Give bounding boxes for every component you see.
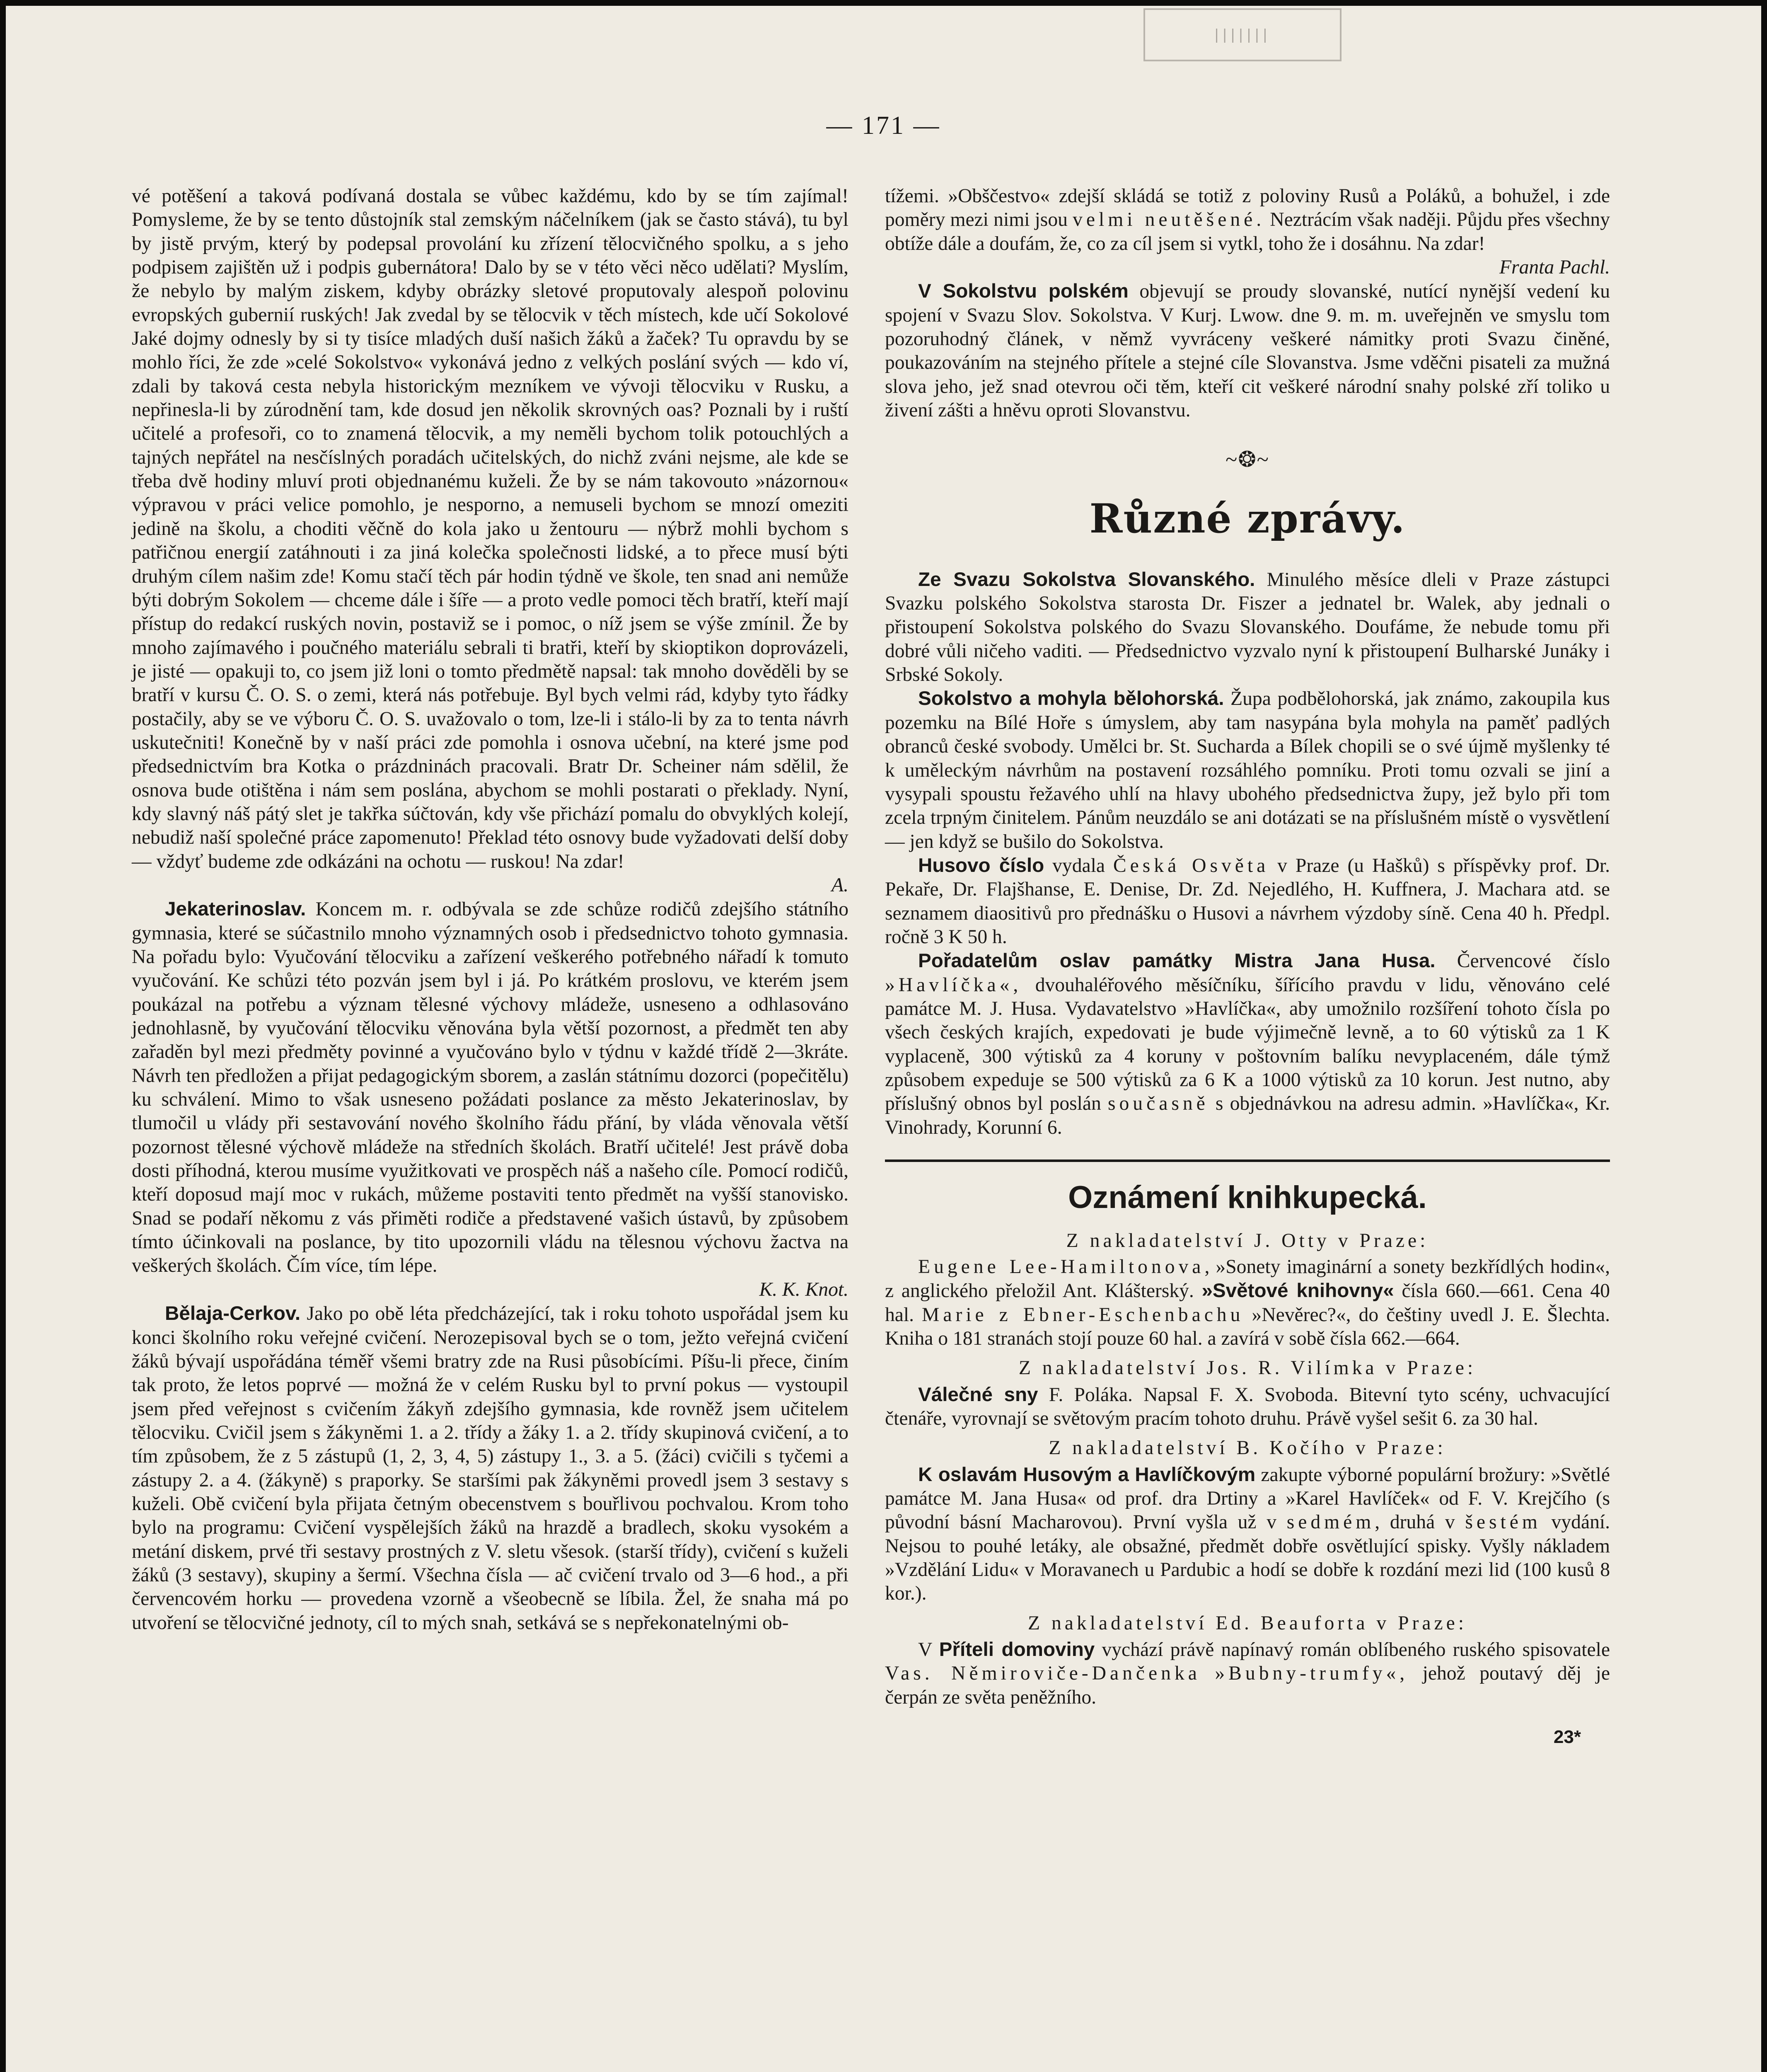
left-column: [132, 184, 848, 1635]
article-signature: A.: [832, 874, 848, 896]
report-belaja-cerkov: [132, 1302, 848, 1635]
publisher-item: K oslavám Husovým a Havlíčkovým zakupte výborné populární brožury: »Světlé památce M. Jana Husa« od prof. dra Drtiny a »Karel Havlíček« od F. V. Krejčího (s původní básní Macharovou). První vyšla už v sedmém, druhá v šestém vydání. Nejsou to pouhé letáky, ale obsažné, předmět dobře osvětlující spisky. Vyšly nákladem »Vzdělání Lidu« v Moravanech u Pardubic a hodí se dobře k rozdání mezi lid (100 kusů 8 kor.).: [885, 1463, 1610, 1605]
report-body: Koncem m. r. odbývala se zde schůze rodičů zdejšího státního gymnasia, které se súčastnilo mnoho významných osob i předsednictvo tohoto gymnasia. Na pořadu bylo: Vyučování tělocviku a zařízení veškerého potřebného nářadí k tomuto vyučování. Ke schůzi této pozván jsem byl i já. Po krátkém proslovu, ve kterém jsem poukázal na potřebu a význam tělesné výchovy mládeže, usneseno a odhlasováno jednohlasně, by vyučování tělocviku věnována byla větší pozornost, a předmět ten aby zařaděn byl mezi předměty povinné a vyučováno bylo v týdnu v každé třídě 2—3kráte. Návrh ten předložen a přijat pedagogickým sborem, a zaslán státnímu dozorci (popečitělu) ku schválení. Mimo to však usneseno požádati poslance za město Jekaterinoslav, by tlumočil u vlády při sestavování nového školního řádu přání, by vláda věnovala větší pozornost tělesné výchově mládeže na středních školách. Bratří učitelé! Jest právě doba dosti příhodná, kterou musíme využitkovati ve prospěch náš a našeho cíle. Pomocí rodičů, kteří doposud mají moc v rukách, můžeme postaviti tento předmět na vyšší stanovisko. Snad se podaří někomu z vás přiměti rodiče a představené vašich ústavů, by způsobem tímto účinkovali na poslance, by tito upozornili vládu na tělesnou výchovu žactva na veškerých školách. Čím více, tím lépe.: [132, 898, 848, 1277]
news-item: Husovo číslo vydala Česká Osvěta v Praze (u Hašků) s příspěvky prof. Dr. Pekaře, Dr. Flajšhanse, E. Denise, Dr. Zd. Nejedlého, H. Kuffnera, J. Machara atd. se seznamem diaositivů pro přednášku o Husovi a návrhem výzdoby síně. Cena 40 h. Předpl. ročně 3 K 50 h.: [885, 854, 1610, 948]
news-heading: Sokolstvo a mohyla bělohorská.: [918, 687, 1224, 710]
article-continuation: tížemi. »Obščestvo« zdejší skládá se totiž z poloviny Rusů a Poláků, a bohužel, i zde poměry mezi nimi jsou velmi neutěšené. Neztrácím však naději. Půjdu přes všechny obtíže dále a doufám, že, co za cíl jsem si vytkl, toho že i dosáhnu. Na zdar!: [885, 185, 1610, 254]
publisher-item: Válečné sny F. Poláka. Napsal F. X. Svoboda. Bitevní tyto scény, uchvacující čtenáře, vyrovnají se světovým pracím tohoto druhu. Právě vyšel sešit 6. za 30 hal.: [885, 1383, 1610, 1429]
right-column: [885, 184, 1610, 1748]
news-heading: Pořadatelům oslav památky Mistra Jana Husa.: [918, 950, 1436, 972]
news-item: Sokolstvo a mohyla bělohorská. Župa podbělohorská, jak známo, zakoupila kus pozemku na Bílé Hoře s úmyslem, aby tam nasypána byla mohyla na paměť padlých obranců české svobody. Umělci br. St. Sucharda a Bílek chopili se o své újmě myšlenky té k uměleckým návrhům na postavení rozsáhlého pomníku. Proti tomu ozvali se jiní a vysypali spoustu řežavého uhlí na hlavy ubohého předsednictva župy, jež bylo při tom zcela trpným činitelem. Pánům neuzdálo se ani dotázati se na příslušném místě o vysvětlení — jen když se bušilo do Sokolstva.: [885, 687, 1610, 852]
publisher-heading: Z nakladatelství Jos. R. Vilímka v Praze:: [1018, 1357, 1477, 1379]
news-heading: V Sokolstvu polském: [918, 280, 1129, 303]
library-stamp: |||||||: [1143, 8, 1342, 61]
publisher-heading: Z nakladatelství B. Kočího v Praze:: [1049, 1437, 1446, 1459]
report-body: Jako po obě léta předcházející, tak i roku tohoto uspořádal jsem ku konci školního roku veřejné cvičení. Nerozepisoval bych se o tom, ježto veřejná cvičení žáků bývají uspořádána téměř všemi bratry zde na Rusi působícími. Píšu-li přece, činím tak proto, že letos poprvé — možná že v celém Rusku byl to první pokus — vystoupil jsem před veřejnost s cvičením žákyň zdejšího gymnasia, kde rovněž jsem učitelem tělocviku. Cvičil jsem s žákyněmi 1. a 2. třídy a žáky 1. a 2. třídy skupinová cvičení, a to tím způsobem, že z 5 zástupů (1, 2, 3, 4, 5) zástupy 1., 3. a 5. (žáci) cvičili s tyčemi a zástupy 2. a 4. (žákyně) s praporky. Se staršími pak žákyněmi provedl jsem 3 sestavy s kuželi. Obě cvičení byla přijata četným obecenstvem s bouřlivou pochvalou. Krom toho bylo na programu: Cvičení vyspělejších žáků na hrazdě a bradlech, skoku vysokém a metání diskem, prvé tři sestavy prostných z V. sletu všesok. (starší třídy), cvičení s kuželi žáků (3 sestavy), skupiny a šermí. Všechna čísla — ač cvičení trvalo od 3—6 hod., a při červencovém horku — provedena vzorně a všeobecně se líbila. Žel, že snaha má po utvoření se tělocvičné jednoty, cíl to mých snah, setkává se s nepřekonatelnými ob-: [132, 1303, 848, 1634]
report-heading: Jekaterinoslav.: [165, 898, 306, 920]
section-title-news: Různé zprávy.: [1089, 495, 1406, 542]
publisher-item: Eugene Lee-Hamiltonova, »Sonety imaginární a sonety bezkřídlých hodin«, z anglického přeložil Ant. Klášterský. »Světové knihovny« čísla 660.—661. Cena 40 hal. Marie z Ebner-Eschenbachu »Nevěrec?«, do češtiny uvedl J. E. Šlechta. Kniha o 181 stranách stojí pouze 60 hal. a zavírá v sobě čísla 662.—664.: [885, 1256, 1610, 1349]
section-title-announcements: Oznámení knihkupecká.: [1068, 1180, 1427, 1215]
spaced-text: velmi neutěšené.: [1073, 209, 1265, 231]
news-item: Ze Svazu Sokolstva Slovanského. Minulého měsíce dleli v Praze zástupci Svazku polského Sokolstva starosta Dr. Fiszer a jednatel br. Walek, aby jednali o přistoupení Sokolstva polského do Svazu Slovanského. Doufáme, že nebude tomu při dobré vůli ničeho vaditi. — Předsednictvo vyzvalo nyní k přistoupení Bulharské Junáky i Srbské Sokoly.: [885, 568, 1610, 686]
news-polish-sokol: V Sokolstvu polském objevují se proudy slovanské, nutící nynější vedení ku spojení v Svazu Slov. Sokolstva. V Kurj. Lwow. dne 9. m. m. uveřejněn ve smyslu tom pozoruhodný článek, v němž vyvráceny veškeré námitky proti Svazu činěné, poukazováním na stejného přítele a stejné cíle Slovanstva. Jsme vděčni pisateli za mužná slova jeho, jež snad otevrou oči těm, kteří cit veškeré národní snahy polské zří toliko u živení zášti a hněvu oproti Slovanstvu.: [885, 280, 1610, 421]
report-heading: Bělaja-Cerkov.: [165, 1302, 301, 1325]
news-heading: Ze Svazu Sokolstva Slovanského.: [918, 568, 1255, 591]
article-signature: Franta Pachl.: [1499, 257, 1610, 278]
publisher-item: V Příteli domoviny vychází právě napínavý román oblíbeného ruského spisovatele Vas. Němiroviče-Dančenka »Bubny-trumfy«, jehož poutavý děj je čerpán ze světa peněžního.: [885, 1639, 1610, 1708]
publisher-heading: Z nakladatelství Ed. Beauforta v Praze:: [1028, 1612, 1467, 1634]
report-jekaterinoslav: [132, 897, 848, 1278]
report-signature: K. K. Knot.: [759, 1278, 848, 1300]
page-folio: — 171 —: [826, 111, 941, 140]
section-rule: [885, 1159, 1610, 1162]
ornament-divider: ~❂~: [1226, 448, 1269, 472]
signature-mark: 23*: [1553, 1727, 1581, 1748]
article-continuation: vé potěšení a taková podívaná dostala se vůbec každému, kdo by se tím zajímal! Pomysleme, že by se tento důstojník stal zemským náčelníkem (jak se často stává), tu byl by jistě prvým, který by podepsal provolání ku zřízení tělocvičného spolku, a s jeho podpisem zajištěn už i podpis gubernátora! Dalo by se v této věci něco udělati? Myslím, že nebylo by malým ziskem, kdyby obrázky sletové proputovaly alespoň polovinu evropských gubernií ruských! Jak zvedal by se tělocvik v těch místech, kde učí Sokolové Jaké dojmy odnesly by si ty tisíce mladých duší našich žáků a žaček? Tu opravdu by se mohlo říci, že zde »celé Sokolstvo« vykonává jedno z velkých poslání svých — kdo ví, zdali by taková cesta nebyla historickým mezníkem ve vývoji tělocviku v Rusku, a nepřinesla-li by zúrodnění tam, kde dosud jen několik skrovných oas? Poznali by i ruští učitelé a profesoři, co to znamená tělocvik, a my neměli bychom tolik potouchlých a tajných nepřátel na nesčíslných poradách učitelských, do nichž zváni nejsme, ale kde se třeba dvě hodiny mluví proti objednanému kuželi. Že by se nám takovouto »názornou« výpravou v práci velice pomohlo, je nesporno, a nemuseli bychom se mnozí omeziti jedině na školu, a choditi věčně do kola jako u žentouru — nýbrž mohli bychom s patřičnou energií zatáhnouti i za jiná kolečka společnosti lidské, a to přece musí býti druhým cílem našim zde! Komu stačí těch pár hodin týdně ve škole, ten snad ani nemůže býti dobrým Sokolem — chceme dále i šíře — a proto vedle pomoci těch bratří, kteří mají přístup do redakcí ruských novin, postaviž se i pomoc, o níž jsem se výše zmínil. Že by mnoho zajímavého i poučného materiálu sebrali ti bratři, kteří by skioptikon doprovázeli, je jisté — opakuji to, co jsem již loni o tomto předmětě napsal: tak mnoho dověděli by se bratří v kursu Č. O. S. o zemi, která nás potřebuje. Byl bych velmi rád, kdyby tyto řádky postačily, aby se ve výboru Č. O. S. uvažovalo o tom, lze-li i stálo-li by za to tenta návrh uskutečniti! Konečně by v naší práci zde pomohla i osnova učební, na které jsme pod předsednictvím bra Kotka o prázdninách pracovali. Bratr Dr. Scheiner nám sdělil, že osnova bude otištěna i nám sem poslána, abychom se mohli postarati o překlady. Nyní, kdy slavný náš pátý slet je takřka súčtován, kdy vše přichází pomalu do obvyklých kolejí, nebudiž naší společné práce zapomenuto! Překlad této osnovy bude vyžadovati delší doby — vždyť budeme zde odkázáni na ochotu — ruskou! Na zdar!: [132, 185, 848, 872]
publisher-heading: Z nakladatelství J. Otty v Praze:: [1066, 1230, 1429, 1251]
news-item: Pořadatelům oslav památky Mistra Jana Husa. Červencové číslo »Havlíčka«, dvouhaléřového měsíčníku, šířícího pravdu v lidu, věnováno celé památce M. J. Husa. Vydavatelstvo »Havlíčka«, aby umožnilo rozšíření tohoto čísla po všech českých krajích, expedovati je bude výjimečně levně, a to 60 výtisků za 1 K vyplaceně, 300 výtisků za 4 koruny v poštovním balíku nevyplaceném, dále týmž způsobem expeduje se 500 výtisků za 6 K a 1000 výtisků za 10 korun. Jest nutno, aby příslušný obnos byl poslán současně s objednávkou na adresu admin. »Havlíčka«, Kr. Vinohrady, Korunní 6.: [885, 950, 1610, 1138]
news-heading: Husovo číslo: [918, 854, 1044, 876]
